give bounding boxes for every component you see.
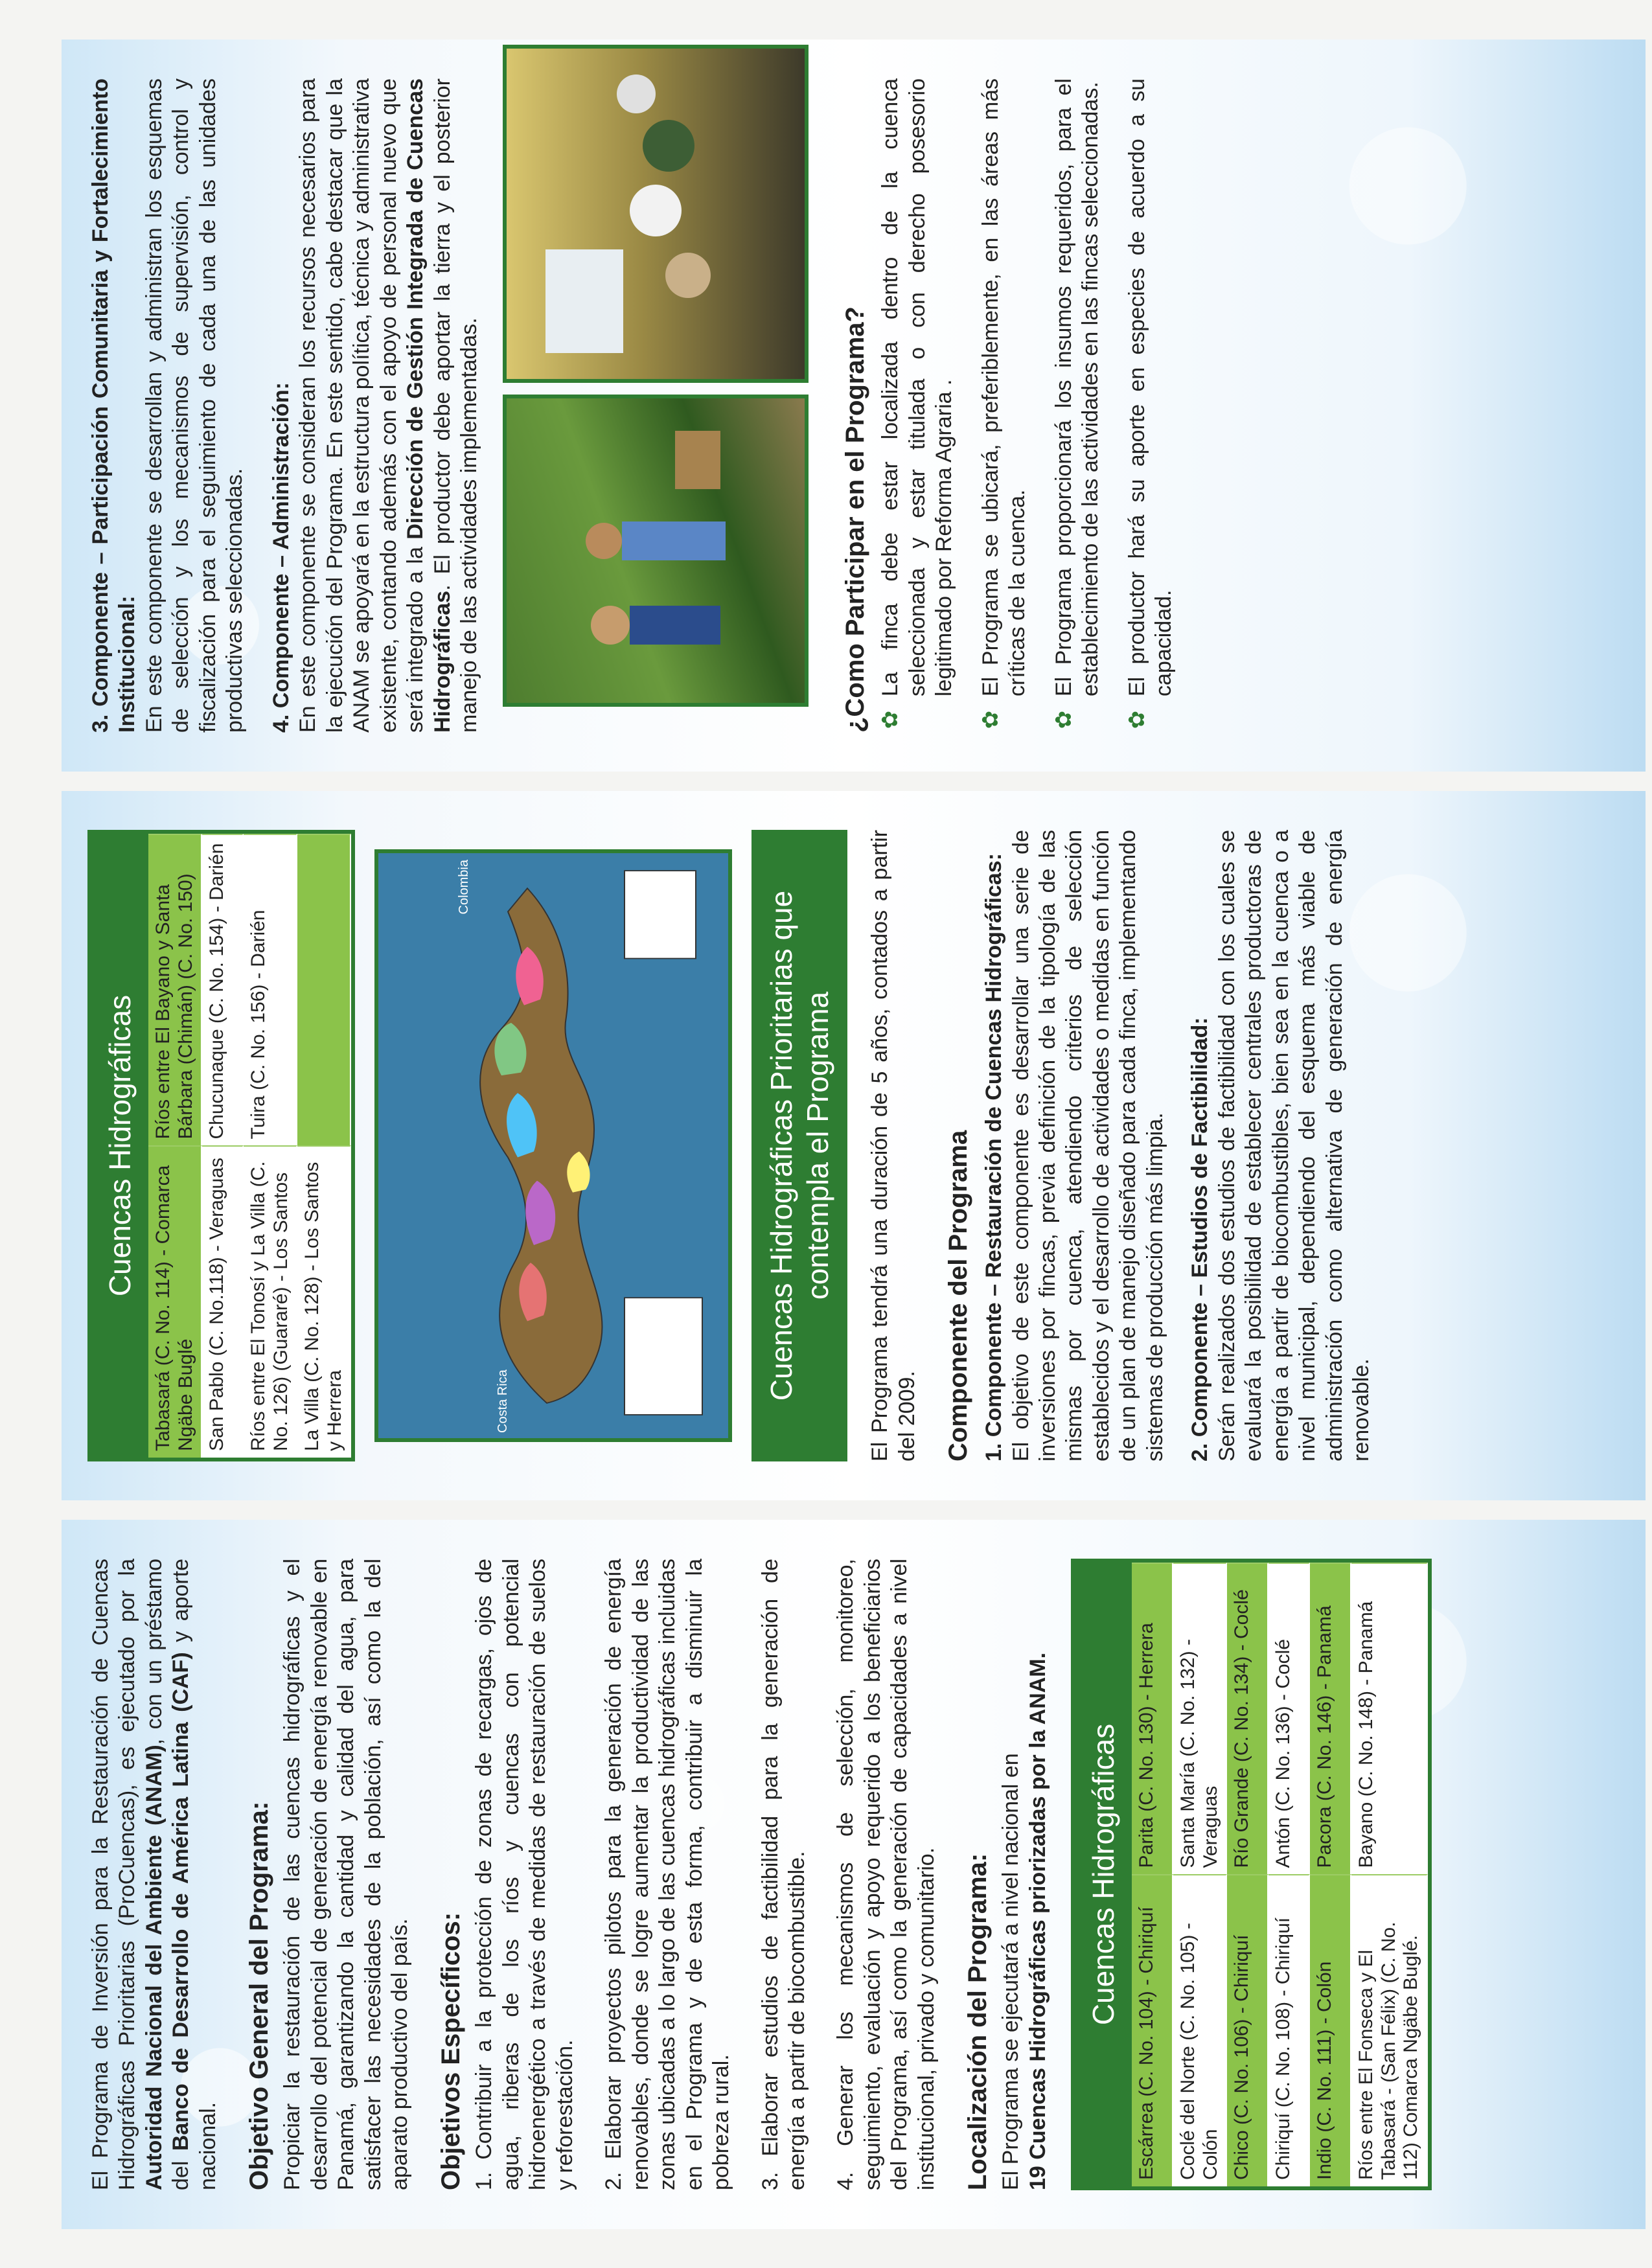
- duracion-text: El Programa tendrá una duración de 5 años, contados a partir del 2009.: [867, 830, 919, 1461]
- panel-right: [62, 40, 1646, 772]
- field-work-image: [507, 398, 805, 703]
- meeting-image: [507, 49, 805, 379]
- basin-cell: Ríos entre El Fonseca y El Tabasará - (San Félix) (C. No. 112) Comarca Ngäbe Buglé.: [1351, 1875, 1428, 2187]
- bullet-item: ✿ La finca debe estar localizada dentro de la cuenca seleccionada y estar titulada o con derecho posesorio legitimado por Reforma Agraria .: [877, 78, 958, 733]
- panama-basins-map: [374, 849, 732, 1442]
- basin-cell: Pacora (C. No. 146) - Panamá: [1310, 1563, 1351, 1875]
- componente-1: 1. Componente – Restauración de Cuencas Hidrográficas: El objetivo de este componente es desarrollar una serie de inversiones por fincas, previa definición de la tipología de las mismas por cuenca, atendiendo criterios de selección establecidos y el desarrollo de actividades o medidas en función de un plan de manejo diseñado para cada finca, implementando sistemas de producción más limpia.: [981, 830, 1167, 1461]
- objetivo-2: 2. Elaborar proyectos pilotos para la generación de energía renovables, donde se logre aumentar la productividad de las zonas ubicadas a lo largo de las cuencas hidrográficas incluidas en el Programa y de esta forma, contribuir a disminuir la pobreza rural.: [601, 1559, 734, 2190]
- basin-table-title: Cuencas Hidrográficas: [1075, 1563, 1132, 2186]
- panel-middle: [62, 791, 1646, 1500]
- panel-left: [62, 1520, 1646, 2229]
- map-label-colombia: Colombia: [457, 860, 472, 915]
- basin-table-left: [1071, 1559, 1432, 2190]
- componente-3: 3. Componente – Participación Comunitaria y Fortalecimiento Institucional: En este componente se desarrollan y administran los esquemas de selección y los mecanismos de supervisión, control y fiscalización para el seguimiento de cada una de las unidades productivas seleccionadas.: [88, 78, 247, 733]
- plant-icon: ✿: [1124, 710, 1149, 729]
- basin-cell: Coclé del Norte (C. No. 105) - Colón: [1173, 1875, 1227, 2187]
- map-label-costa-rica: Costa Rica: [496, 1369, 511, 1433]
- objetivo-4: 4. Generar los mecanismos de selección, monitoreo, seguimiento, evaluación y apoyo requerido a los beneficiarios del Programa, así como la generación de capacidades a nivel institucional, privado y comunitario.: [833, 1559, 939, 2190]
- plant-icon: ✿: [1051, 710, 1076, 729]
- bullet-item: ✿ El Programa proporcionará los insumos requeridos, para el establecimiento de las actividades en las fincas seleccionadas.: [1051, 78, 1105, 733]
- basin-cell: [297, 834, 351, 1146]
- plant-icon: ✿: [978, 710, 1003, 729]
- basin-cell: Ríos entre El Bayano y Santa Bárbara (Chimán) (C. No. 150): [148, 834, 202, 1146]
- photos: [503, 104, 814, 707]
- objetivo-1: 1. Contribuir a la protección de zonas de recargas, ojos de agua, riberas de los ríos y cuencas con potencial hidroenergético a través de medidas de restauración de suelos y reforestación.: [472, 1559, 577, 2190]
- basin-cell: Antón (C. No. 136) - Coclé: [1268, 1563, 1310, 1875]
- participar-title: ¿Como Participar en el Programa?: [840, 306, 869, 733]
- localizacion-text: El Programa se ejecutará a nivel nacional en 19 Cuencas Hidrográficas priorizadas por la ANAM.: [998, 1652, 1050, 2190]
- objetivos-especificos-title: Objetivos Específicos:: [437, 1912, 466, 2190]
- bullet-item: ✿ El Programa se ubicará, preferiblemente, en las áreas más críticas de la cuenca.: [978, 78, 1031, 733]
- plant-icon: ✿: [878, 710, 903, 729]
- basin-cell: Escárrea (C. No. 104) - Chiriquí: [1132, 1875, 1173, 2187]
- basin-cell: San Pablo (C. No.118) - Veraguas: [202, 1146, 244, 1458]
- basin-table-title: Cuencas Hidrográficas: [91, 834, 148, 1458]
- map-graphic: [378, 853, 728, 1438]
- basin-cell: Bayano (C. No. 148) - Panamá: [1351, 1563, 1428, 1875]
- componente-4: 4. Componente – Administración: En este componente se consideran los recursos necesarios para la ejecución del Programa. En este sentido, cabe destacar que la ANAM se apoyará en la estructura política, técnica y administrativa existente, contando además con el apoyo de personal nuevo que será integrado a la Dirección de Gestión Integrada de Cuencas Hidrográficas. El productor debe aportar la tierra y el posterior manejo de las actividades implementadas.: [268, 78, 482, 733]
- intro-paragraph: El Programa de Inversión para la Restauración de Cuencas Hidrográficas Prioritarias (ProCuencas), es ejecutado por la Autoridad Nacional del Ambiente (ANAM), con un préstamo del Banco de Desarrollo de América Latina (CAF) y aporte nacional.: [88, 1559, 220, 2190]
- priority-basins-band: Cuencas Hidrográficas Prioritarias que contempla el Programa: [751, 830, 847, 1461]
- basin-cell: Río Grande (C. No. 134) - Coclé: [1227, 1563, 1268, 1875]
- localizacion-title: Localización del Programa:: [963, 1853, 992, 2190]
- basin-cell: Indio (C. No. 111) - Colón: [1310, 1875, 1351, 2187]
- componente-2: 2. Componente – Estudios de Factibilidad: Serán realizados dos estudios de factibilidad con los cuales se evaluará la posibilidad de establecer centrales productoras de energía a partir de biocombustibles, bien sea en la cuenca o a nivel municipal, dependiendo del esquema más viable de administración como alternativa de generación de energía renovable.: [1187, 830, 1374, 1461]
- basin-cell: La Villa (C. No. 128) - Los Santos y Herrera: [297, 1146, 351, 1458]
- basin-cell: Chucunaque (C. No. 154) - Darién: [202, 834, 244, 1146]
- basin-table-middle: [87, 830, 355, 1461]
- photo-meeting: [503, 45, 809, 383]
- basin-cell: Parita (C. No. 130) - Herrera: [1132, 1563, 1173, 1875]
- basin-cell: Tuira (C. No. 156) - Darién: [244, 834, 297, 1146]
- basin-cell: Santa María (C. No. 132) - Veraguas: [1173, 1563, 1227, 1875]
- basin-cell: Tabasará (C. No. 114) - Comarca Ngäbe Buglé: [148, 1146, 202, 1458]
- photo-field-work: [503, 395, 809, 707]
- basin-cell: Chico (C. No. 106) - Chiriquí: [1227, 1875, 1268, 2187]
- basin-cell: Ríos entre El Tonosí y La Villa (C. No. 126) (Guararé) - Los Santos: [244, 1146, 297, 1458]
- componente-title: Componente del Programa: [944, 1130, 973, 1461]
- objetivo-general-title: Objetivo General del Programa:: [245, 1801, 274, 2190]
- bullet-item: ✿ El productor hará su aporte en especies de acuerdo a su capacidad.: [1124, 78, 1178, 733]
- objetivo-general-text: Propiciar la restauración de las cuencas hidrográficas y el desarrollo del potencial de generación de energía renovable en Panamá, garantizando la cantidad y calidad del agua, para satisfacer las necesidades de la población, así como la del aparato productivo del país.: [280, 1559, 413, 2190]
- objetivo-3: 3. Elaborar estudios de factibilidad para la generación de energía a partir de biocombustible.: [757, 1559, 809, 2190]
- basin-cell: Chiriquí (C. No. 108) - Chiriquí: [1268, 1875, 1310, 2187]
